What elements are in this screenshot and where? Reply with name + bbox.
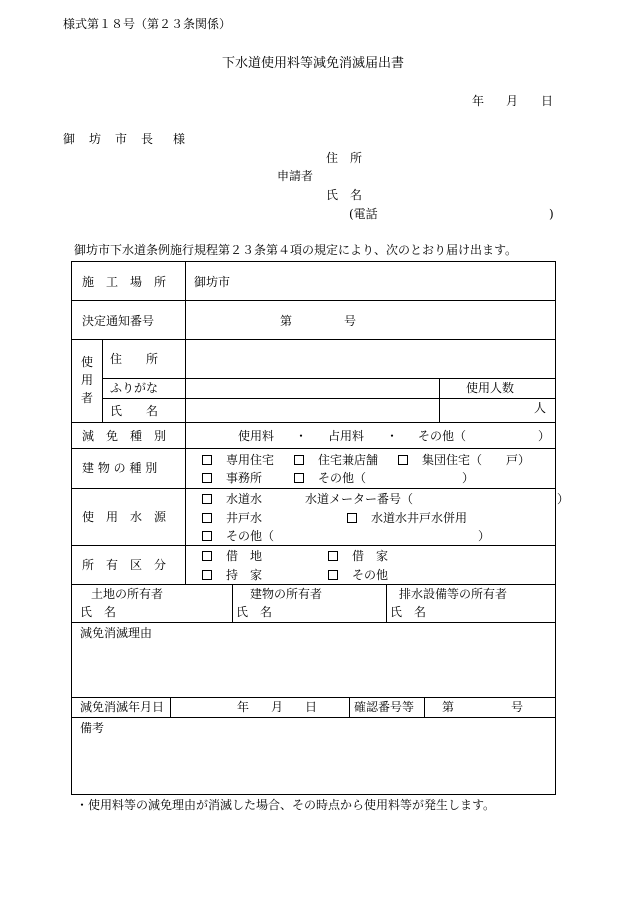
applicant-phone-open: (電話 [349,207,378,221]
page-title: 下水道使用料等減免消滅届出書 [222,56,405,71]
checkbox-icon[interactable] [202,531,212,541]
checkbox-icon[interactable] [294,455,304,465]
end-date-day: 日 [305,700,318,714]
applicant-address-label: 住 所 [326,151,363,165]
water-option-well[interactable]: 井戸水 [202,512,262,524]
end-date-month: 月 [271,700,284,714]
confirm-number-go: 号 [511,700,524,714]
date-month-label: 月 [506,94,519,108]
building-option-office[interactable]: 事務所 [202,472,262,484]
building-option-shop-house[interactable]: 住宅兼店舗 [294,454,378,466]
exemption-option-usage-fee: 使用料 [238,429,275,443]
end-date-label: 減免消滅年月日 [80,700,165,714]
decision-label: 決定通知番号 [82,314,155,328]
date-year-label: 年 [472,94,485,108]
ownership-option-leased-land[interactable]: 借 地 [202,550,262,562]
water-option-other[interactable]: その他（ ） [202,530,490,542]
user-group-char-2: 用 [81,373,94,387]
applicant-label: 申請者 [277,169,314,183]
remarks-label: 備考 [80,721,105,735]
user-group-char-1: 使 [81,355,94,369]
decision-dai: 第 [280,314,293,328]
exemption-separator-1: ・ [295,429,308,443]
exemption-option-occupancy-fee: 占用料 [328,429,365,443]
checkbox-icon[interactable] [294,473,304,483]
user-name-label: 氏 名 [110,404,159,418]
ownership-label: 所 有 区 分 [82,558,167,572]
land-owner-name-label: 氏 名 [80,605,117,619]
building-option-other[interactable]: その他（ ） [294,472,474,484]
end-date-year: 年 [237,700,250,714]
checkbox-icon[interactable] [328,551,338,561]
building-option-dedicated[interactable]: 専用住宅 [202,454,274,466]
user-furigana-label: ふりがな [110,381,159,395]
addressee-char-2: 坊 [89,132,102,146]
site-value: 御坊市 [194,275,231,289]
ownership-option-owned-house[interactable]: 持 家 [202,569,262,581]
addressee-char-4: 長 [141,132,154,146]
ownership-option-other[interactable]: その他 [328,569,388,581]
form-number: 様式第１８号（第２３条関係） [63,17,232,31]
building-owner-name-label: 氏 名 [236,605,273,619]
water-option-combined[interactable]: 水道水井戸水併用 [347,512,467,524]
user-address-label: 住 所 [110,352,159,366]
reason-label: 減免消滅理由 [80,626,153,640]
date-day-label: 日 [541,94,554,108]
checkbox-icon[interactable] [202,570,212,580]
building-owner-label: 建物の所有者 [250,587,323,601]
confirm-number-dai: 第 [442,700,455,714]
exemption-type-label: 減 免 種 別 [82,429,167,443]
decision-go: 号 [344,314,357,328]
checkbox-icon[interactable] [328,570,338,580]
water-meter-number: 水道メーター番号（ ） [305,492,570,506]
exemption-separator-2: ・ [386,429,399,443]
applicant-phone-close: ) [549,207,554,221]
addressee-char-3: 市 [115,132,128,146]
addressee-char-1: 御 [63,132,76,146]
checkbox-icon[interactable] [202,473,212,483]
building-type-label: 建 物 の 種 別 [82,461,158,475]
checkbox-icon[interactable] [398,455,408,465]
footnote: ・使用料等の減免理由が消滅した場合、その時点から使用料等が発生します。 [76,798,496,812]
applicant-name-label: 氏 名 [326,188,363,202]
checkbox-icon[interactable] [202,494,212,504]
checkbox-icon[interactable] [347,513,357,523]
exemption-option-other: その他（ ） [418,429,551,443]
user-group-char-3: 者 [81,391,94,405]
intro-text: 御坊市下水道条例施行規程第２３条第４項の規定により、次のとおり届け出ます。 [74,243,518,257]
checkbox-icon[interactable] [202,513,212,523]
building-option-collective[interactable]: 集団住宅（ 戸） [398,454,530,466]
drainage-owner-label: 排水設備等の所有者 [399,587,508,601]
usage-count-label: 使用人数 [466,381,515,395]
usage-count-unit: 人 [534,401,547,415]
confirm-number-label: 確認番号等 [354,700,415,714]
drainage-owner-name-label: 氏 名 [390,605,427,619]
checkbox-icon[interactable] [202,455,212,465]
water-option-tap[interactable]: 水道水 [202,493,262,505]
ownership-option-rented-house[interactable]: 借 家 [328,550,388,562]
checkbox-icon[interactable] [202,551,212,561]
water-source-label: 使 用 水 源 [82,510,167,524]
land-owner-label: 土地の所有者 [91,587,164,601]
site-label: 施 工 場 所 [82,275,167,289]
addressee-honorific: 様 [173,132,186,146]
